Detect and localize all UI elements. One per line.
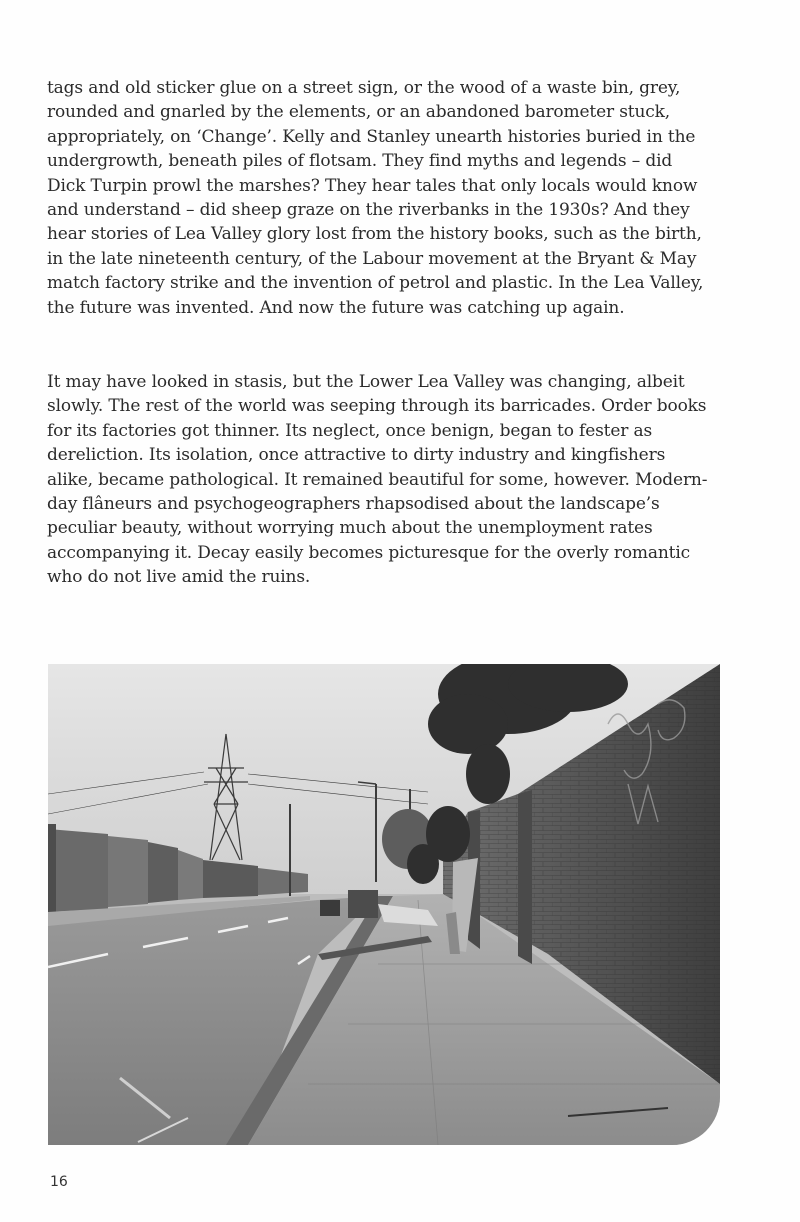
- body-paragraph-2: It may have looked in stasis, but the Lower Lea Valley was changing, albeit slowly. The rest of the world was seeping through its barricades. Order books for its factories got thinner. Its neglect, once benign, began to fester as dereliction. Its isolation, once attractive to dirty industry and kingfishers alike, became pathological. It remained beautiful for some, however. Modern-day flâneurs and psychogeographers rhapsodised about the landscape’s peculiar beauty, without worrying much about the unemployment rates accompanying it. Decay easily becomes picturesque for the overly romantic who do not live amid the ruins.: [47, 372, 708, 588]
- body-paragraph-1: tags and old sticker glue on a street sign, or the wood of a waste bin, grey, rounded and gnarled by the elements, or an abandoned barometer stuck, appropriately, on ‘Change’. Kelly and Stanley unearth histories buried in the undergrowth, beneath piles of flotsam. They find myths and legends – did Dick Turpin prowl the marshes? They hear tales that only locals would know and understand – did sheep graze on the riverbanks in the 1930s? And they hear stories of Lea Valley glory lost from the history books, such as the birth, in the late nineteenth century, of the Labour movement at the Bryant & May match factory strike and the invention of petrol and plastic. In the Lea Valley, the future was invented. And now the future was catching up again.: [47, 78, 704, 318]
- page-number: 16: [50, 1174, 68, 1190]
- street-photograph: [48, 664, 720, 1145]
